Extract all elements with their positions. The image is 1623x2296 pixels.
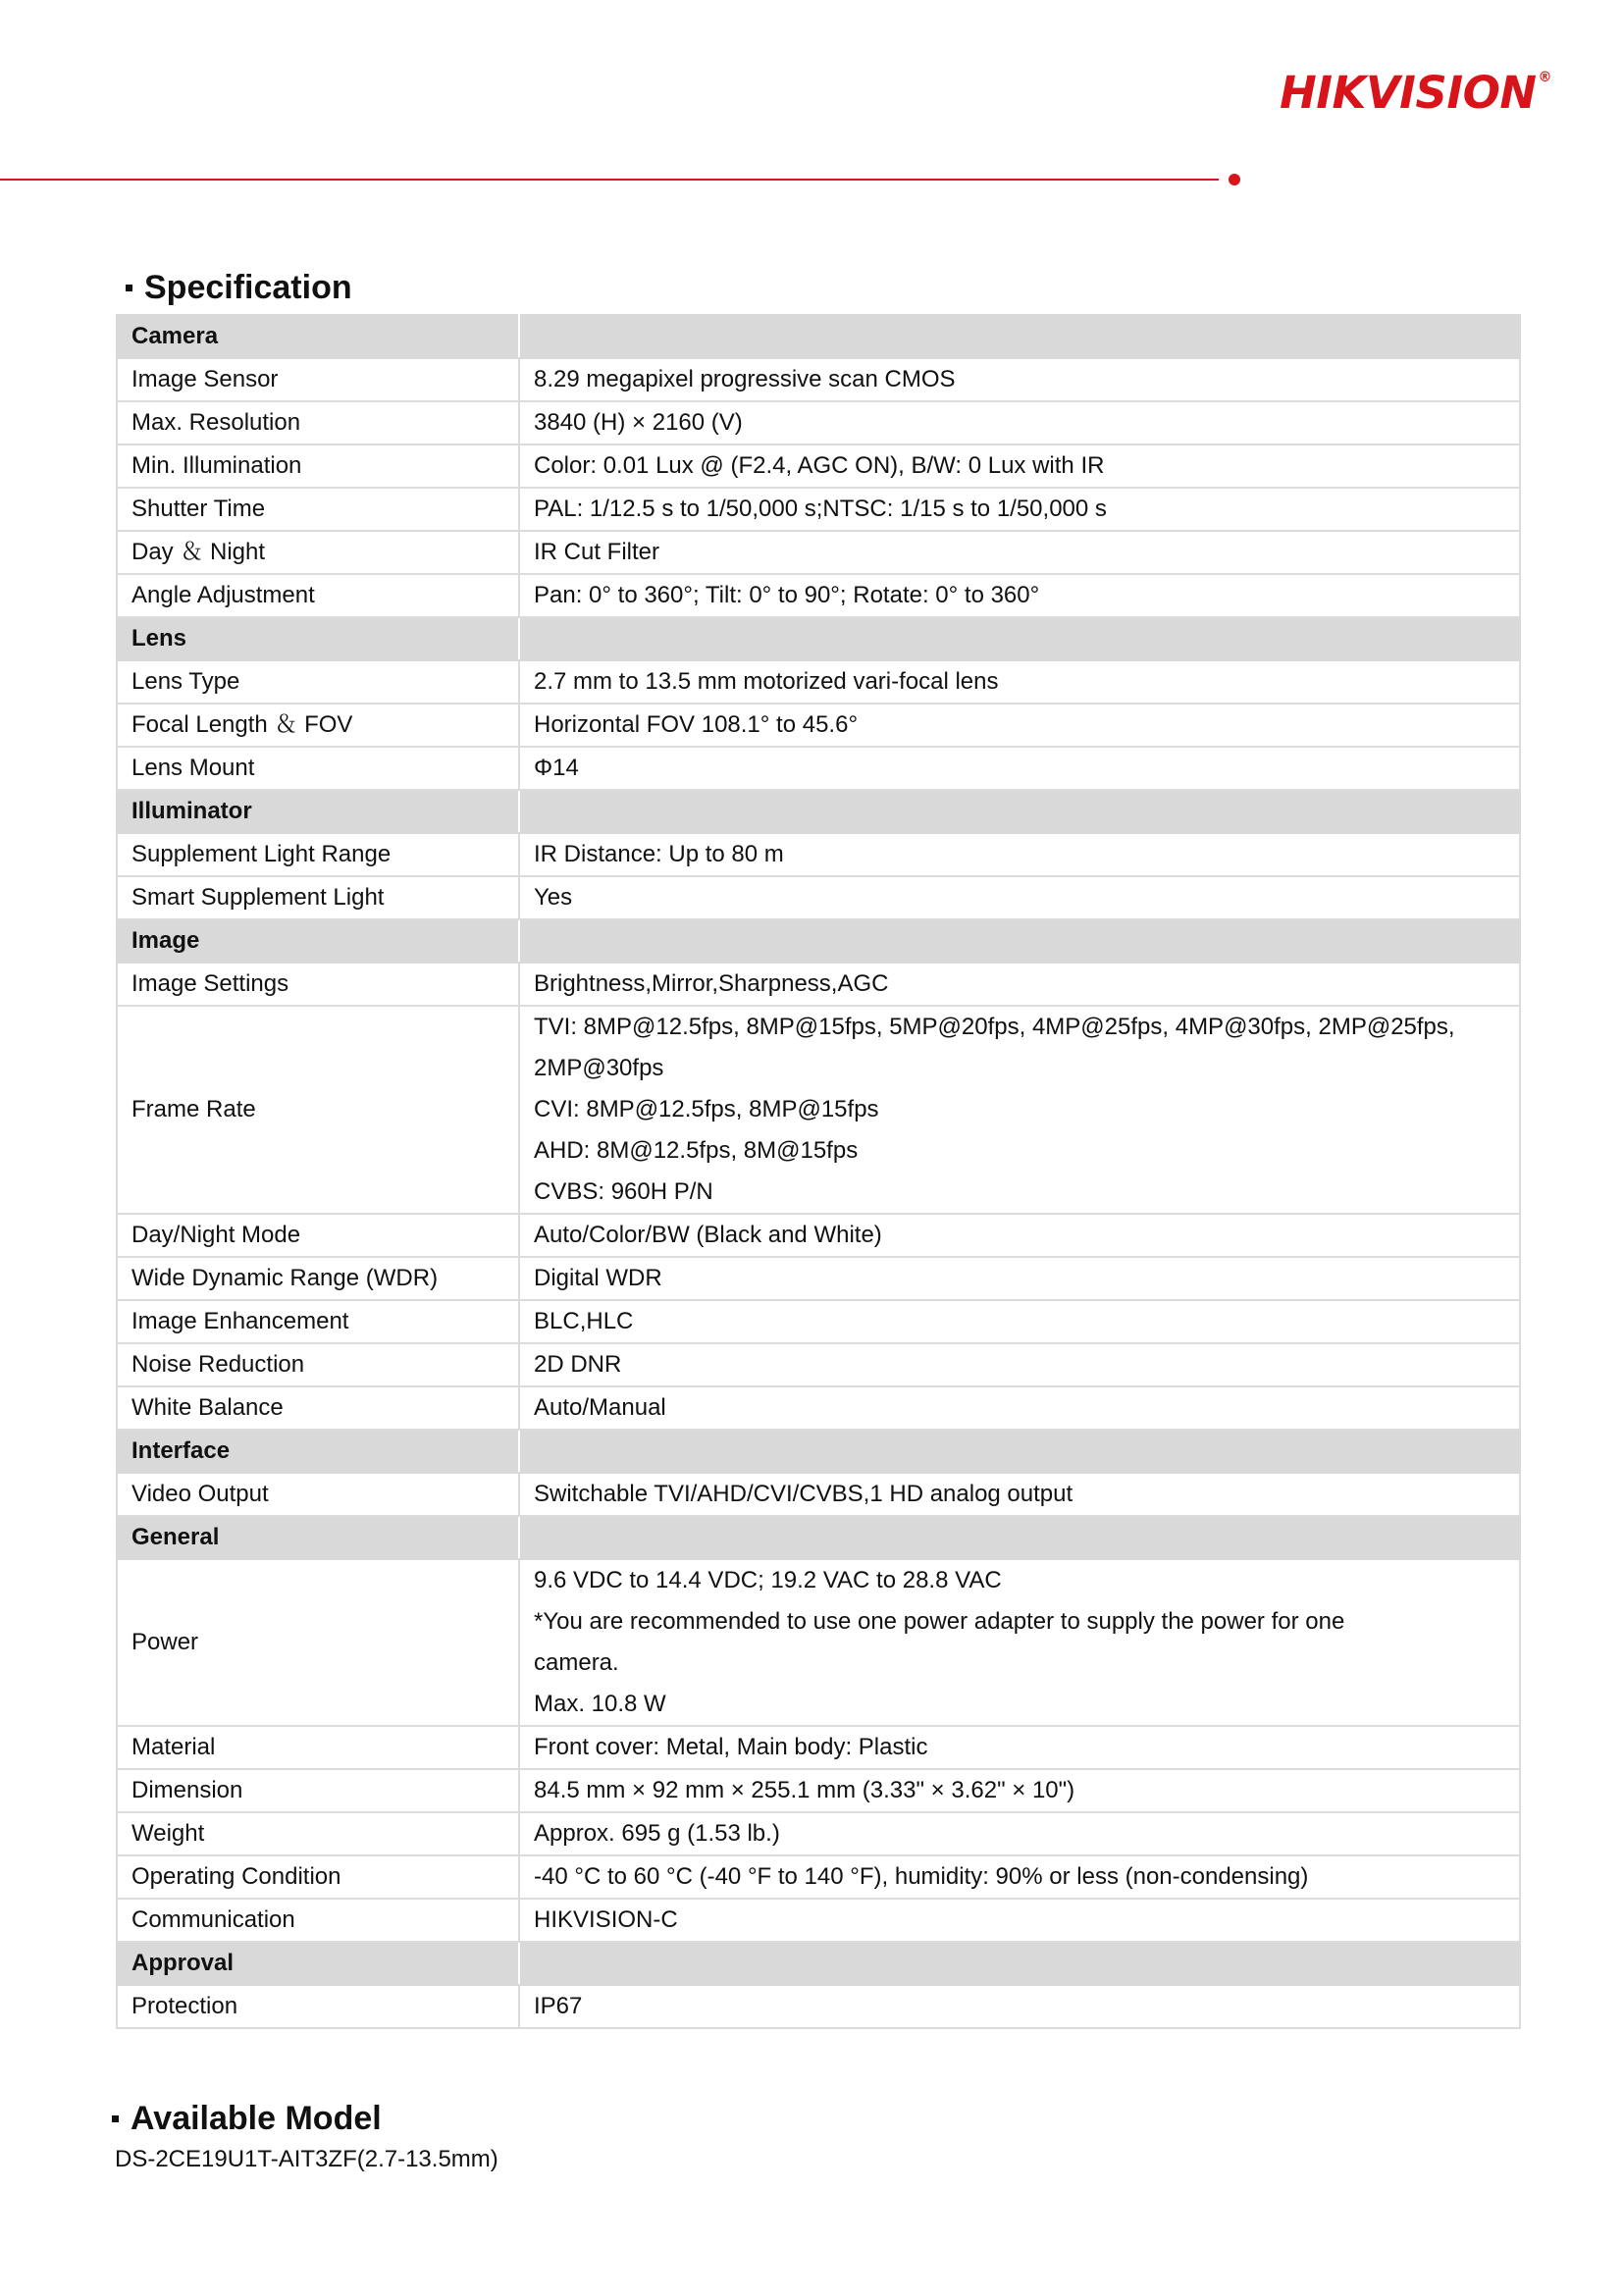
spec-label: Shutter Time: [117, 488, 519, 531]
spec-value-line: Switchable TVI/AHD/CVI/CVBS,1 HD analog output: [534, 1481, 1073, 1507]
spec-row: [117, 963, 1520, 1006]
spec-row: [117, 876, 1520, 919]
spec-value: [519, 531, 1520, 574]
spec-row: [117, 1985, 1520, 2028]
spec-row: [117, 747, 1520, 790]
spec-value-line: TVI: 8MP@12.5fps, 8MP@15fps, 5MP@20fps, 4MP@25fps, 4MP@30fps, 2MP@25fps,: [534, 1014, 1455, 1040]
spec-label: Lens Mount: [117, 747, 519, 790]
spec-value-line: Color: 0.01 Lux @ (F2.4, AGC ON), B/W: 0 Lux with IR: [534, 452, 1105, 479]
category-filler: [519, 919, 1520, 963]
available-model-heading-text: Available Model: [131, 2100, 382, 2137]
spec-value-line: 2.7 mm to 13.5 mm motorized vari-focal lens: [534, 668, 999, 695]
spec-value-line: IR Cut Filter: [534, 539, 660, 565]
spec-value-line: PAL: 1/12.5 s to 1/50,000 s;NTSC: 1/15 s to 1/50,000 s: [534, 496, 1107, 522]
spec-row: [117, 574, 1520, 617]
spec-value-line: camera.: [534, 1649, 619, 1676]
logo-vision-text: VISION: [1365, 67, 1537, 119]
category-title: Illuminator: [117, 790, 519, 833]
spec-value-line: AHD: 8M@12.5fps, 8M@15fps: [534, 1137, 859, 1164]
category-filler: [519, 315, 1520, 358]
spec-label: Operating Condition: [117, 1855, 519, 1899]
category-filler: [519, 790, 1520, 833]
category-title: Camera: [117, 315, 519, 358]
specification-table: [116, 314, 1521, 2029]
category-title: Interface: [117, 1430, 519, 1473]
spec-value: [519, 1559, 1520, 1726]
spec-value-line: 9.6 VDC to 14.4 VDC; 19.2 VAC to 28.8 VAC: [534, 1567, 1002, 1593]
available-model-heading: [112, 2100, 382, 2138]
spec-value-line: Max. 10.8 W: [534, 1691, 666, 1717]
spec-label: Wide Dynamic Range (WDR): [117, 1257, 519, 1300]
category-title: Image: [117, 919, 519, 963]
spec-value-line: 2D DNR: [534, 1351, 622, 1378]
heading-bullet-icon: [112, 2115, 119, 2122]
spec-value-line: CVBS: 960H P/N: [534, 1178, 713, 1205]
category-row: [117, 919, 1520, 963]
spec-value: [519, 1300, 1520, 1343]
spec-value: [519, 574, 1520, 617]
spec-label: Smart Supplement Light: [117, 876, 519, 919]
category-title: General: [117, 1516, 519, 1559]
category-filler: [519, 1430, 1520, 1473]
spec-value-line: 84.5 mm × 92 mm × 255.1 mm (3.33" × 3.62" × 10"): [534, 1777, 1075, 1803]
specification-heading-text: Specification: [144, 269, 352, 306]
spec-label: White Balance: [117, 1386, 519, 1430]
spec-value-line: Pan: 0° to 360°; Tilt: 0° to 90°; Rotate: 0° to 360°: [534, 582, 1040, 608]
spec-label: Lens Type: [117, 660, 519, 704]
spec-value: [519, 833, 1520, 876]
spec-value-line: IP67: [534, 1993, 583, 2019]
spec-value-line: Brightness,Mirror,Sharpness,AGC: [534, 970, 889, 997]
spec-value-line: -40 °C to 60 °C (-40 °F to 140 °F), humidity: 90% or less (non-condensing): [534, 1863, 1309, 1890]
spec-label: Material: [117, 1726, 519, 1769]
spec-label: Frame Rate: [117, 1006, 519, 1214]
spec-value-line: 8.29 megapixel progressive scan CMOS: [534, 366, 956, 392]
spec-row: [117, 531, 1520, 574]
spec-value: [519, 876, 1520, 919]
spec-value: [519, 1899, 1520, 1942]
spec-label: Weight: [117, 1812, 519, 1855]
spec-value: [519, 1257, 1520, 1300]
spec-label: Focal Length ＆ FOV: [117, 704, 519, 747]
hikvision-logo: [1280, 67, 1551, 119]
spec-value-line: CVI: 8MP@12.5fps, 8MP@15fps: [534, 1096, 879, 1122]
spec-value-line: Front cover: Metal, Main body: Plastic: [534, 1734, 928, 1760]
spec-row: [117, 1473, 1520, 1516]
specification-heading: [126, 269, 352, 307]
spec-value-line: Yes: [534, 884, 573, 911]
spec-label: Day ＆ Night: [117, 531, 519, 574]
spec-label: Image Sensor: [117, 358, 519, 401]
spec-value: [519, 488, 1520, 531]
spec-value: [519, 1386, 1520, 1430]
category-filler: [519, 1942, 1520, 1985]
category-row: [117, 1942, 1520, 1985]
spec-row: [117, 488, 1520, 531]
spec-value-line: Digital WDR: [534, 1265, 662, 1291]
category-title: Lens: [117, 617, 519, 660]
spec-value-line: Auto/Manual: [534, 1394, 666, 1421]
spec-row: [117, 1214, 1520, 1257]
spec-label: Image Settings: [117, 963, 519, 1006]
spec-label: Video Output: [117, 1473, 519, 1516]
spec-row: [117, 401, 1520, 444]
spec-label: Protection: [117, 1985, 519, 2028]
spec-value-line: Horizontal FOV 108.1° to 45.6°: [534, 711, 859, 738]
spec-label: Communication: [117, 1899, 519, 1942]
spec-label: Image Enhancement: [117, 1300, 519, 1343]
spec-value: [519, 1006, 1520, 1214]
model-name: DS-2CE19U1T-AIT3ZF(2.7-13.5mm): [115, 2146, 498, 2172]
spec-row: [117, 660, 1520, 704]
heading-bullet-icon: [126, 285, 132, 291]
spec-label: Power: [117, 1559, 519, 1726]
spec-label: Day/Night Mode: [117, 1214, 519, 1257]
spec-value: [519, 1214, 1520, 1257]
spec-value: [519, 1473, 1520, 1516]
category-row: [117, 617, 1520, 660]
spec-row: [117, 1006, 1520, 1214]
spec-value: [519, 358, 1520, 401]
category-row: [117, 1516, 1520, 1559]
spec-row: [117, 1769, 1520, 1812]
spec-value: [519, 444, 1520, 488]
spec-value-line: Φ14: [534, 755, 579, 781]
category-row: [117, 1430, 1520, 1473]
header-rule: [0, 179, 1219, 181]
spec-row: [117, 1726, 1520, 1769]
spec-value: [519, 660, 1520, 704]
header-rule-dot: [1229, 174, 1240, 185]
spec-row: [117, 833, 1520, 876]
spec-value: [519, 1985, 1520, 2028]
spec-value: [519, 1726, 1520, 1769]
spec-value-line: 2MP@30fps: [534, 1055, 664, 1081]
spec-label: Max. Resolution: [117, 401, 519, 444]
logo-hik-text: HIK: [1280, 67, 1366, 119]
spec-label: Min. Illumination: [117, 444, 519, 488]
category-filler: [519, 617, 1520, 660]
spec-value: [519, 963, 1520, 1006]
spec-value-line: Auto/Color/BW (Black and White): [534, 1222, 882, 1248]
spec-label: Dimension: [117, 1769, 519, 1812]
spec-value-line: 3840 (H) × 2160 (V): [534, 409, 743, 436]
spec-value: [519, 704, 1520, 747]
spec-row: [117, 1386, 1520, 1430]
spec-row: [117, 1343, 1520, 1386]
category-row: [117, 790, 1520, 833]
spec-value-line: *You are recommended to use one power adapter to supply the power for one: [534, 1608, 1345, 1635]
spec-row: [117, 704, 1520, 747]
spec-value-line: IR Distance: Up to 80 m: [534, 841, 784, 867]
spec-row: [117, 1257, 1520, 1300]
spec-label: Supplement Light Range: [117, 833, 519, 876]
spec-value-line: Approx. 695 g (1.53 lb.): [534, 1820, 780, 1847]
spec-label: Angle Adjustment: [117, 574, 519, 617]
category-row: [117, 315, 1520, 358]
spec-value: [519, 747, 1520, 790]
spec-value: [519, 401, 1520, 444]
spec-row: [117, 1300, 1520, 1343]
logo-registered-mark: ®: [1538, 70, 1551, 85]
spec-row: [117, 1812, 1520, 1855]
spec-row: [117, 444, 1520, 488]
spec-row: [117, 1899, 1520, 1942]
spec-row: [117, 1559, 1520, 1726]
spec-value-line: HIKVISION-C: [534, 1906, 678, 1933]
spec-row: [117, 1855, 1520, 1899]
spec-value: [519, 1812, 1520, 1855]
category-title: Approval: [117, 1942, 519, 1985]
category-filler: [519, 1516, 1520, 1559]
spec-value: [519, 1855, 1520, 1899]
spec-row: [117, 358, 1520, 401]
spec-value-line: BLC,HLC: [534, 1308, 634, 1334]
spec-value: [519, 1343, 1520, 1386]
spec-value: [519, 1769, 1520, 1812]
spec-label: Noise Reduction: [117, 1343, 519, 1386]
